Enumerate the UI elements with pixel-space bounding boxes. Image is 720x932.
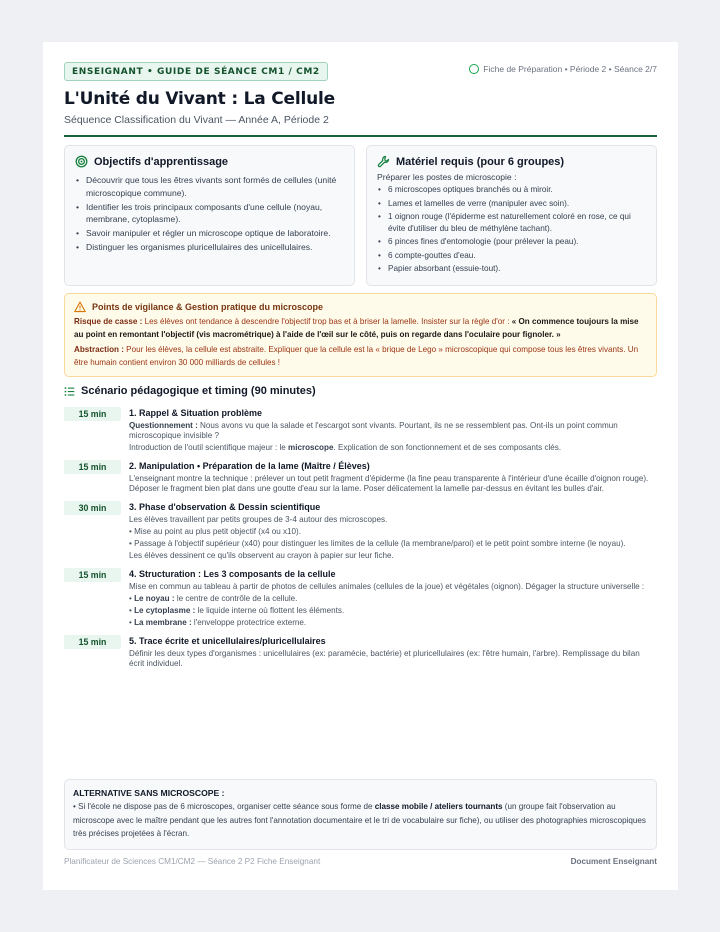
footer-left: Planificateur de Sciences CM1/CM2 — Séance 2 P2 Fiche Enseignant [64,857,321,866]
objectives-card [64,145,355,286]
alternative-text-2: (un groupe fait l'observation au microscope avec le maître pendant que les autres font l'annotation documentaire et le tri de vocabulaire sur fiche), ou utiliser des photographies microscopiques très précises projetées à l'écran. [73,802,646,838]
session-meta [469,62,657,74]
material-lead: Préparer les postes de microscopie : [377,172,517,182]
step-text: Les élèves travaillent par petits groupes de 3-4 autour des microscopes. [129,515,388,524]
list-item: • Identifier les trois principaux composants d'une cellule (noyau, membrane, cytoplasme). [75,201,344,226]
alternative-text [73,800,648,841]
timing-step [64,635,657,669]
step-text: Les élèves dessinent ce qu'ils observent au crayon à papier sur leur fiche. [129,551,394,560]
page-title: L'Unité du Vivant : La Cellule [64,89,335,109]
timing-step [64,460,657,494]
golden-rule: « On commence toujours la mise au point en remontant l'objectif (vis macrométrique) à l'aide de l'œil sur le côté, puis on regarde dans l'oculaire pour fignoler. » [74,317,639,339]
target-icon [75,155,88,168]
step-body [129,568,657,628]
session-meta-text: Fiche de Préparation • Période 2 • Séance 2/7 [483,64,657,74]
vigilance-alert [64,293,657,377]
timing-heading [64,385,657,397]
step-line [129,443,657,453]
alternative-emphasis: classe mobile / ateliers tournants [374,802,503,811]
step-title: 3. Phase d'observation & Dessin scientifique [129,502,321,512]
step-emphasis: Le cytoplasme : [134,606,196,615]
duration-badge: 15 min [64,635,121,649]
step-line [129,421,657,441]
step-text: le liquide interne où flottent les éléments. [195,606,345,615]
step-text: Introduction de l'outil scientifique majeur : le [129,443,289,452]
step-line [129,582,657,592]
list-item: • Lames et lamelles de verre (manipuler avec soin). [377,198,646,210]
audience-badge: ENSEIGNANT • GUIDE DE SÉANCE CM1 / CM2 [64,62,328,81]
objectives-title: Objectifs d'apprentissage [94,155,229,168]
alert-label: Abstraction : [74,345,124,354]
step-text: • [129,618,135,627]
list-icon [64,386,75,397]
step-text: Définir les deux types d'organismes : unicellulaires (ex: paramécie, bactérie) et pluricellulaires (ex: l'être humain, l'arbre). Remplissage du bilan écrit individuel. [129,649,640,668]
step-line [129,527,657,537]
info-cards [64,145,657,286]
step-line [129,649,657,669]
step-emphasis: Le noyau : [134,594,175,603]
step-text: Mise en commun au tableau à partir de photos de cellules animales (cellules de la joue) et végétales (oignon). Dégager la structure universelle : [129,582,645,591]
list-item: • 1 oignon rouge (l'épiderme est naturellement coloré en rose, ce qui évite d'utiliser du bleu de méthylène tachant). [377,211,646,234]
step-body [129,501,657,561]
step-emphasis: microscope [288,443,334,452]
duration-badge: 15 min [64,407,121,421]
step-line [129,606,657,616]
step-emphasis: La membrane : [134,618,192,627]
step-line [129,474,657,494]
step-line [129,594,657,604]
timing-title: Scénario pédagogique et timing (90 minutes) [81,385,316,397]
list-item: • 6 pinces fines d'entomologie (pour prélever la peau). [377,236,646,248]
duration-badge: 15 min [64,460,121,474]
title-divider [64,135,657,137]
step-text: l'enveloppe protectrice externe. [191,618,307,627]
list-item: • Découvrir que tous les êtres vivants sont formés de cellules (unité microscopique commune). [75,174,344,199]
step-text: Nous avons vu que la salade et l'escargot sont vivants. Pourtant, ils ne se ressemblent pas. Ont-ils un point commun microscopique invisible ? [129,421,618,440]
header-top-row [64,62,657,84]
timing-steps [64,407,657,669]
timing-step [64,501,657,561]
step-emphasis: Questionnement : [129,421,198,430]
alternative-text-1: • Si l'école ne dispose pas de 6 microscopes, organiser cette séance sous forme de [73,802,375,811]
page-footer [64,857,657,866]
alert-paragraph-abstraction [74,343,647,369]
alternative-box [64,779,657,850]
material-card [366,145,657,286]
alert-label: Risque de casse : [74,317,143,326]
step-line [129,539,657,549]
list-item: • Papier absorbant (essuie-tout). [377,263,646,275]
alert-text: Pour les élèves, la cellule est abstraite. Expliquer que la cellule est la « brique de Lego » microscopique qui compose tous les êtres vivants. Un être humain contient environ 30 000 milliards de cellules ! [74,345,639,367]
step-body [129,407,657,453]
step-text: • Passage à l'objectif supérieur (x40) pour distinguer les limites de la cellule (la membrane/paroi) et le petit point sombre interne (le noyau). [129,539,626,548]
step-body [129,635,657,669]
list-item: • 6 microscopes optiques branchés ou à miroir. [377,184,646,196]
list-item: • Savoir manipuler et régler un microscope optique de laboratoire. [75,227,344,240]
step-line [129,515,657,525]
timing-step [64,407,657,453]
alert-title: Points de vigilance & Gestion pratique du microscope [92,302,324,312]
footer-right: Document Enseignant [570,857,657,866]
list-item: • 6 compte-gouttes d'eau. [377,250,646,262]
step-title: 2. Manipulation • Préparation de la lame (Maître / Élèves) [129,461,370,471]
material-heading [377,155,646,168]
material-list [377,184,646,275]
step-text: le centre de contrôle de la cellule. [174,594,298,603]
step-text: • [129,606,135,615]
step-line [129,618,657,628]
duration-badge: 15 min [64,568,121,582]
step-title: 1. Rappel & Situation problème [129,408,263,418]
page-subtitle: Séquence Classification du Vivant — Année A, Période 2 [64,114,329,126]
step-text: . Explication de son fonctionnement et de ses composants clés. [333,443,562,452]
alternative-title: ALTERNATIVE SANS MICROSCOPE : [73,788,225,798]
warning-icon [74,301,86,313]
step-body [129,460,657,494]
step-title: 4. Structuration : Les 3 composants de la cellule [129,569,336,579]
step-text: • Mise au point au plus petit objectif (x4 ou x10). [129,527,301,536]
duration-badge: 30 min [64,501,121,515]
alert-paragraph-breakage [74,315,647,341]
circle-icon [469,64,479,74]
list-item: • Distinguer les organismes pluricellulaires des unicellulaires. [75,241,344,254]
alert-heading [74,301,647,313]
step-title: 5. Trace écrite et unicellulaires/pluricellulaires [129,636,326,646]
alert-text: Les élèves ont tendance à descendre l'objectif trop bas et à briser la lamelle. Insister sur la règle d'or : [142,317,512,326]
timing-step [64,568,657,628]
objectives-list [75,174,344,254]
lesson-sheet [43,42,678,890]
step-text: L'enseignant montre la technique : prélever un tout petit fragment d'épiderme (la fine peau transparente à l'intérieur d'une écaille d'oignon rouge). Déposer le fragment bien plat dans une goutte d'eau sur la lame. Poser délicatement la lamelle par-dessus en évitant les bulles d'air. [129,474,649,493]
step-line [129,551,657,561]
objectives-heading [75,155,344,168]
wrench-icon [377,155,390,168]
material-title: Matériel requis (pour 6 groupes) [396,155,565,168]
step-text: • [129,594,135,603]
